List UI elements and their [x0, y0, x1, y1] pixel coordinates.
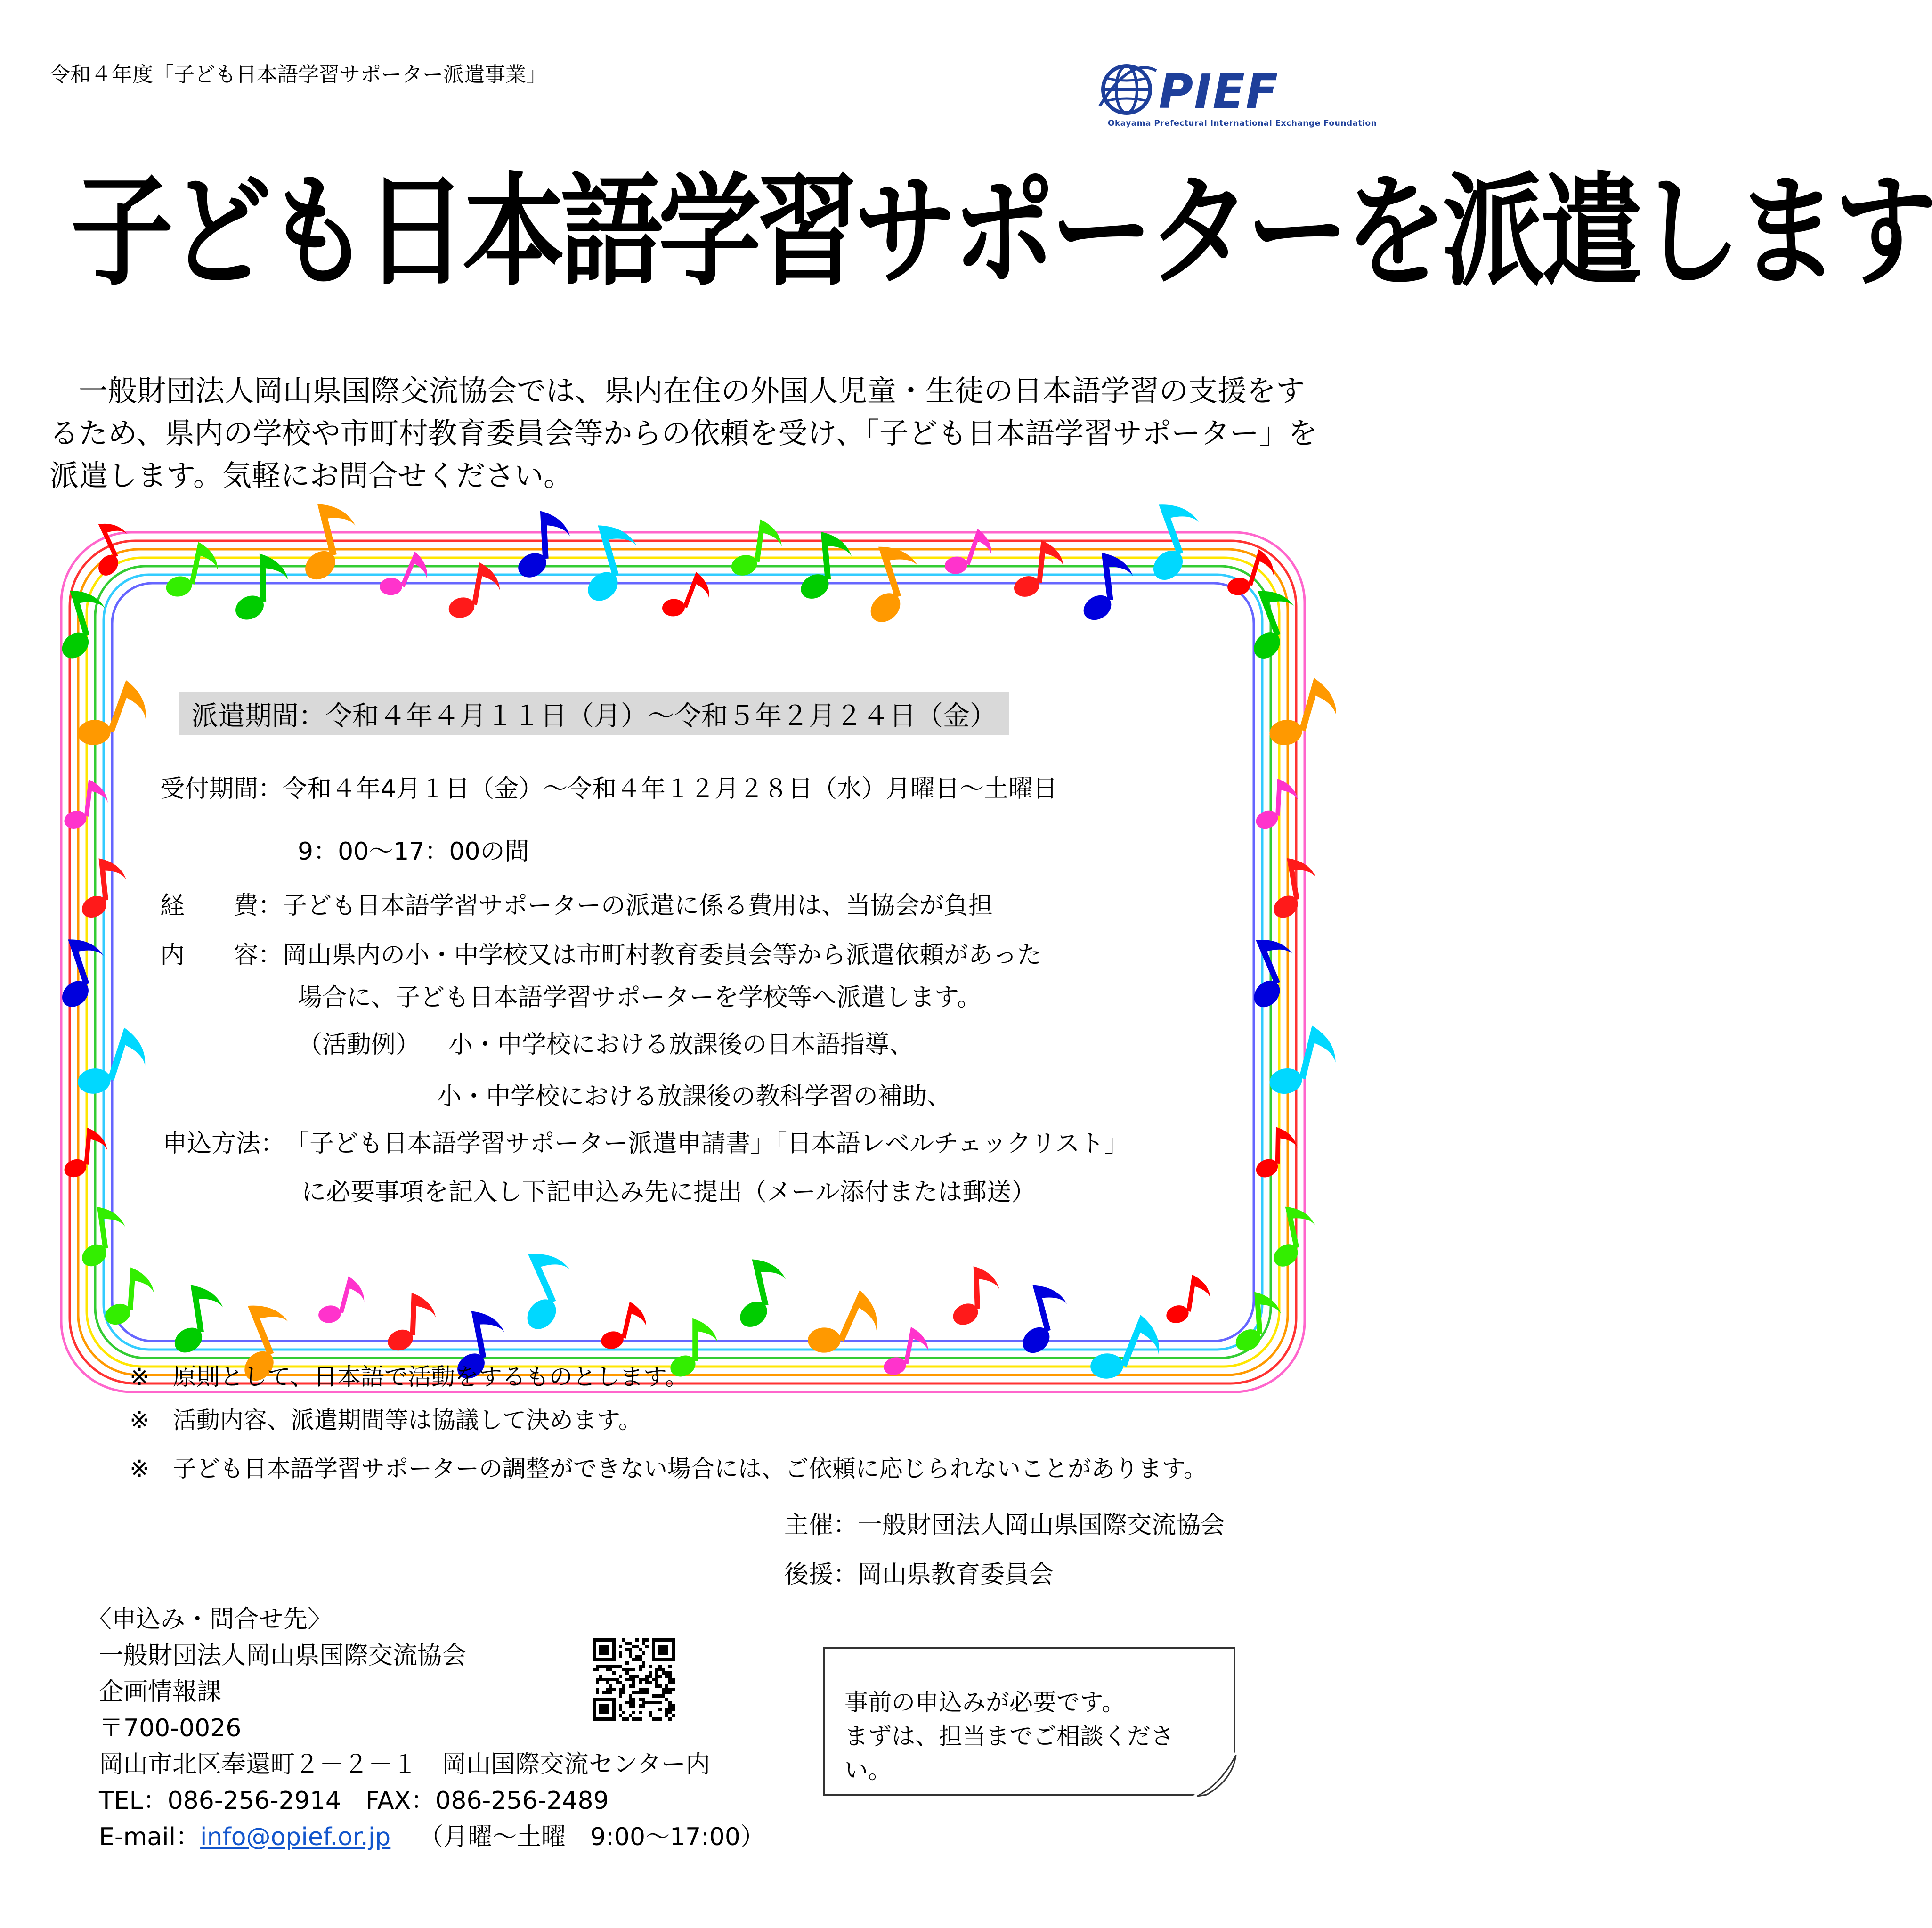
contact-dept: 企画情報課	[99, 1678, 222, 1706]
reception-value: 令和４年4月１日（金）～令和４年１２月２８日（水）月曜日～土曜日	[283, 775, 1058, 803]
note-item: ※ 活動内容、派遣期間等は協議して決めます。	[130, 1407, 642, 1434]
apply-row	[162, 1123, 1128, 1159]
intro-paragraph: 一般財団法人岡山県国際交流協会では、県内在住の外国人児童・生徒の日本語学習の支援をするため、県内の学校や市町村教育委員会等からの依頼を受け、「子ども日本語学習サポーター」を派遣します。気軽にお問合せください。	[49, 374, 1318, 493]
contact-tel-fax: TEL：086-256-2914 FAX：086-256-2489	[99, 1787, 609, 1815]
example-row	[298, 1025, 914, 1060]
music-note-icon	[948, 1265, 1001, 1329]
logo-subtitle: Okayama Prefectural International Exchange Foundation	[1108, 119, 1377, 128]
music-note-icon	[1005, 1278, 1078, 1361]
music-note-icon	[1073, 549, 1138, 626]
contact-address: 岡山市北区奉還町２－２－１ 岡山国際交流センター内	[99, 1750, 710, 1779]
content-row	[160, 935, 1042, 970]
contact-heading: 〈申込み・問合せ先〉	[87, 1605, 333, 1634]
music-note-icon	[1252, 778, 1299, 834]
logo-wordmark: PIEF	[1159, 64, 1279, 119]
content-label: 内 容：	[160, 941, 283, 969]
notice-line1: 事前の申込みが必要です。	[844, 1689, 1125, 1716]
reception-label: 受付期間：	[160, 775, 283, 803]
music-note-icon	[1081, 1303, 1170, 1399]
apply-line2: に必要事項を記入し下記申込み先に提出（メール添付または郵送）	[301, 1178, 1036, 1206]
music-note-icon	[73, 856, 130, 923]
music-note-icon	[72, 1204, 130, 1272]
music-note-icon	[373, 543, 435, 610]
music-note-icon	[1253, 1126, 1298, 1181]
contact-org: 一般財団法人岡山県国際交流協会	[99, 1642, 467, 1670]
music-note-icon	[798, 1277, 889, 1375]
qr-code-icon[interactable]	[593, 1638, 675, 1721]
note-mark: ※	[130, 1455, 149, 1482]
host-organization: 主催：一般財団法人岡山県国際交流協会	[784, 1511, 1226, 1539]
support-organization: 後援：岡山県教育委員会	[784, 1561, 1054, 1589]
music-note-icon	[313, 1270, 370, 1334]
note-item: ※ 子ども日本語学習サポーターの調整ができない場合には、ご依頼に応じられないことがあります。	[130, 1455, 1207, 1482]
contact-postal: 〒700-0026	[99, 1714, 242, 1742]
example-label: （活動例）	[298, 1031, 421, 1059]
header-caption: 令和４年度「子ども日本語学習サポーター派遣事業」	[49, 63, 547, 87]
notice-box	[823, 1647, 1235, 1796]
cost-label: 経 費：	[160, 892, 283, 920]
contact-email-row	[99, 1819, 765, 1855]
music-note-icon	[1262, 1018, 1343, 1109]
reception-hours: 9：00～17：00の間	[298, 838, 529, 866]
music-note-icon	[60, 1126, 109, 1184]
music-note-icon	[499, 1242, 589, 1339]
email-link[interactable]: info@opief.or.jp	[200, 1823, 391, 1851]
apply-label: 申込方法：	[162, 1130, 285, 1158]
notice-line2: まずは、担当までご相談ください。	[844, 1723, 1174, 1784]
music-note-icon	[162, 1281, 229, 1359]
reception-period	[160, 769, 1057, 804]
cost-row	[160, 886, 993, 921]
music-note-icon	[1162, 1271, 1214, 1331]
email-label: E-mail：	[99, 1823, 201, 1851]
dispatch-period: 派遣期間：令和４年４月１１日（月）～令和５年２月２４日（金）	[179, 692, 1009, 735]
music-note-icon	[567, 517, 650, 610]
music-note-icon	[1261, 669, 1344, 762]
page-curl-icon	[1193, 1751, 1240, 1798]
music-note-icon	[1229, 929, 1309, 1016]
apply-line1: 「子ども日本語学習サポーター派遣申請書」「日本語レベルチェックリスト」	[285, 1130, 1129, 1158]
music-note-icon	[101, 1266, 156, 1331]
music-note-icon	[724, 1253, 796, 1334]
content-line2: 場合に、子ども日本語学習サポーターを学校等へ派遣します。	[298, 984, 982, 1012]
note-mark: ※	[130, 1407, 149, 1434]
contact-hours: （月曜～土曜 9:00～17:00）	[419, 1823, 765, 1851]
music-note-icon	[511, 509, 572, 582]
music-note-icon	[443, 558, 504, 628]
example-line2: 小・中学校における放課後の教科学習の補助、	[437, 1082, 952, 1111]
cost-value: 子ども日本語学習サポーターの派遣に係る費用は、当協会が負担	[283, 892, 993, 920]
note-mark: ※	[130, 1363, 149, 1391]
content-line1: 岡山県内の小・中学校又は市町村教育委員会等から派遣依頼があった	[283, 941, 1042, 969]
music-note-icon	[231, 553, 289, 624]
page-title: 子ども日本語学習サポーターを派遣します	[71, 162, 1932, 303]
music-note-icon	[42, 582, 118, 666]
music-note-icon	[1009, 537, 1066, 605]
example-line1: 小・中学校における放課後の日本語指導、	[448, 1031, 914, 1059]
music-note-icon	[1229, 1290, 1284, 1356]
music-note-icon	[160, 537, 223, 608]
music-note-icon	[384, 1292, 437, 1356]
note-item: ※ 原則として、日本語で活動をするものとします。	[130, 1363, 689, 1391]
